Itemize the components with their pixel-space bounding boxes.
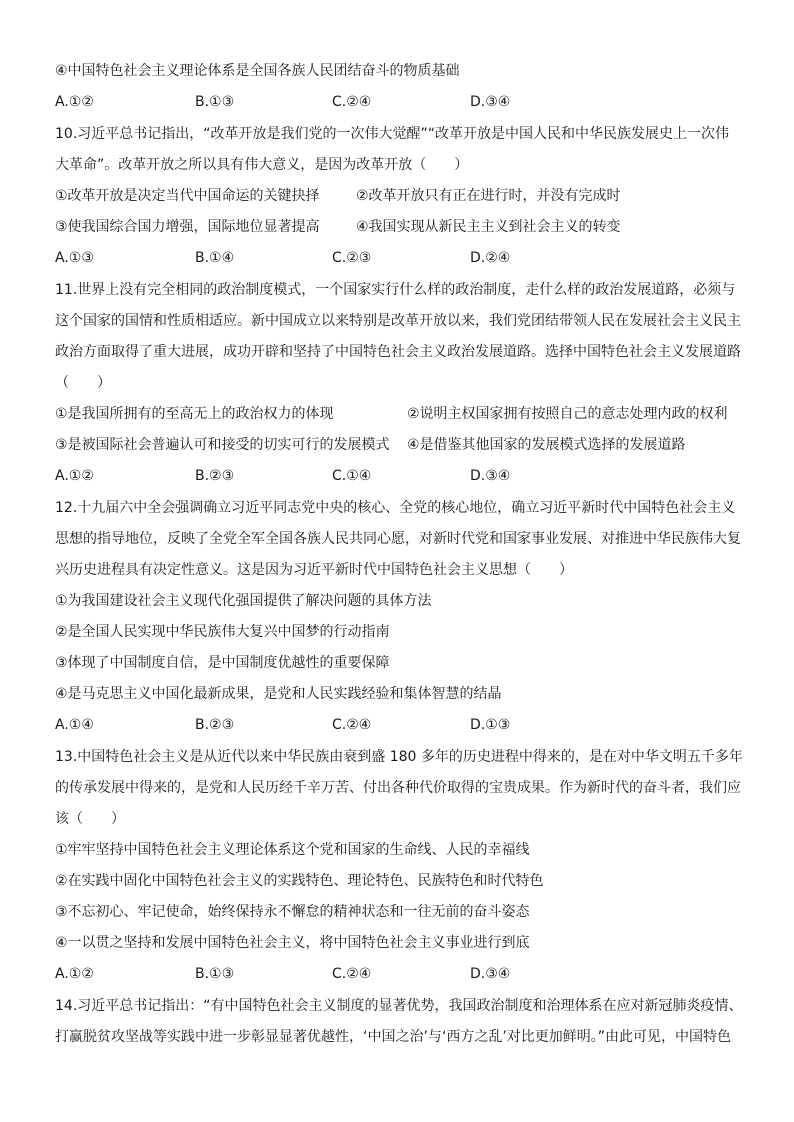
option-c[interactable]: C.②③ <box>332 250 372 266</box>
statement-9-4: ④中国特色社会主义理论体系是全国各族人民团结奋斗的物质基础 <box>55 63 460 79</box>
statement-10-1: ①改革开放是决定当代中国命运的关键抉择 <box>55 188 320 204</box>
statement-11-3: ③是被国际社会普遍认可和接受的切实可行的发展模式 <box>55 437 390 453</box>
statement-12-1: ①为我国建设社会主义现代化强国提供了解决问题的具体方法 <box>55 593 432 609</box>
statement-10-4: ④我国实现从新民主主义到社会主义的转变 <box>356 219 621 235</box>
option-d[interactable]: D.③④ <box>470 468 511 484</box>
statement-11-2: ②说明主权国家拥有按照自己的意志处理内政的权利 <box>407 406 728 422</box>
option-a[interactable]: A.①③ <box>55 250 94 266</box>
question-13-stem-cont1: 的传承发展中得来的，是党和人民历经千辛万苦、付出各种代价取得的宝贵成果。作为新时代的奋斗者，我们应 <box>55 780 741 796</box>
q10-statements-row1 <box>55 186 755 206</box>
option-d[interactable]: D.②④ <box>470 250 511 266</box>
statement-12-3: ③体现了中国制度自信，是中国制度优越性的重要保障 <box>55 655 390 671</box>
question-11-stem-cont1: 这个国家的国情和性质相适应。新中国成立以来特别是改革开放以来，我们党团结带领人民在发展社会主义民主 <box>55 313 741 329</box>
question-12-stem-cont2: 兴历史进程具有决定性意义。这是因为习近平新时代中国特色社会主义思想（ ） <box>55 562 573 578</box>
statement-12-2: ②是全国人民实现中华民族伟大复兴中国梦的行动指南 <box>55 624 390 640</box>
option-b[interactable]: B.②③ <box>195 717 235 733</box>
question-11-stem: 11.世界上没有完全相同的政治制度模式，一个国家实行什么样的政治制度，走什么样的政治发展道路，必须与 <box>55 282 736 298</box>
option-d[interactable]: D.①③ <box>470 717 511 733</box>
options-q11 <box>55 466 745 486</box>
statement-10-2: ②改革开放只有正在进行时，并没有完成时 <box>356 188 621 204</box>
question-11-stem-cont2: 政治方面取得了重大进展，成功开辟和坚持了中国特色社会主义政治发展道路。选择中国特色社会主义发展道路 <box>55 344 741 360</box>
option-a[interactable]: A.①② <box>55 468 94 484</box>
q10-statements-row2 <box>55 217 755 237</box>
option-a[interactable]: A.①④ <box>55 717 94 733</box>
statement-10-3: ③使我国综合国力增强，国际地位显著提高 <box>55 219 320 235</box>
option-b[interactable]: B.①③ <box>195 94 235 110</box>
option-c[interactable]: C.②④ <box>332 966 372 982</box>
statement-11-1: ①是我国所拥有的至高无上的政治权力的体现 <box>55 406 334 422</box>
question-13-stem: 13.中国特色社会主义是从近代以来中华民族由衰到盛 180 多年的历史进程中得来的，是在对中华文明五千多年 <box>55 749 743 765</box>
options-q10 <box>55 248 745 268</box>
options-q12 <box>55 715 745 735</box>
question-14-stem-cont: 打赢脱贫攻坚战等实践中进一步彰显显著优越性，‘中国之治’与‘西方之乱’对比更加鲜明。”由此可见，中国特色 <box>55 1029 732 1045</box>
options-q9 <box>55 92 745 112</box>
option-b[interactable]: B.①④ <box>195 250 235 266</box>
statement-13-3: ③不忘初心、牢记使命，始终保持永不懈怠的精神状态和一往无前的奋斗姿态 <box>55 904 530 920</box>
options-q13 <box>55 964 745 984</box>
option-c[interactable]: C.②④ <box>332 94 372 110</box>
option-c[interactable]: C.①④ <box>332 468 372 484</box>
option-d[interactable]: D.③④ <box>470 966 511 982</box>
question-11-stem-cont3: （ ） <box>55 375 111 391</box>
question-12-stem-cont1: 思想的指导地位，反映了全党全军全国各族人民共同心愿，对新时代党和国家事业发展、对推进中华民族伟大复 <box>55 531 741 547</box>
question-10-stem-cont: 大革命”。改革开放之所以具有伟大意义，是因为改革开放（ ） <box>55 157 469 173</box>
option-c[interactable]: C.②④ <box>332 717 372 733</box>
option-a[interactable]: A.①② <box>55 966 94 982</box>
option-a[interactable]: A.①② <box>55 94 94 110</box>
question-10-stem: 10.习近平总书记指出，“改革开放是我们党的一次伟大觉醒”“改革开放是中国人民和中华民族发展史上一次伟 <box>55 126 730 142</box>
option-d[interactable]: D.③④ <box>470 94 511 110</box>
statement-13-1: ①牢牢坚持中国特色社会主义理论体系这个党和国家的生命线、人民的幸福线 <box>55 842 530 858</box>
q11-statements-row1 <box>55 404 755 424</box>
question-12-stem: 12.十九届六中全会强调确立习近平同志党中央的核心、全党的核心地位，确立习近平新时代中国特色社会主义 <box>55 500 736 516</box>
statement-12-4: ④是马克思主义中国化最新成果，是党和人民实践经验和集体智慧的结晶 <box>55 686 502 702</box>
question-14-stem: 14.习近平总书记指出：“有中国特色社会主义制度的显著优势，我国政治制度和治理体系在应对新冠肺炎疫情、 <box>55 998 743 1014</box>
option-b[interactable]: B.②③ <box>195 468 235 484</box>
statement-11-4: ④是借鉴其他国家的发展模式选择的发展道路 <box>407 437 686 453</box>
question-13-stem-cont2: 该（ ） <box>55 811 125 827</box>
statement-13-4: ④一以贯之坚持和发展中国特色社会主义，将中国特色社会主义事业进行到底 <box>55 935 530 951</box>
statement-13-2: ②在实践中固化中国特色社会主义的实践特色、理论特色、民族特色和时代特色 <box>55 873 544 889</box>
option-b[interactable]: B.①③ <box>195 966 235 982</box>
q11-statements-row2 <box>55 435 755 455</box>
